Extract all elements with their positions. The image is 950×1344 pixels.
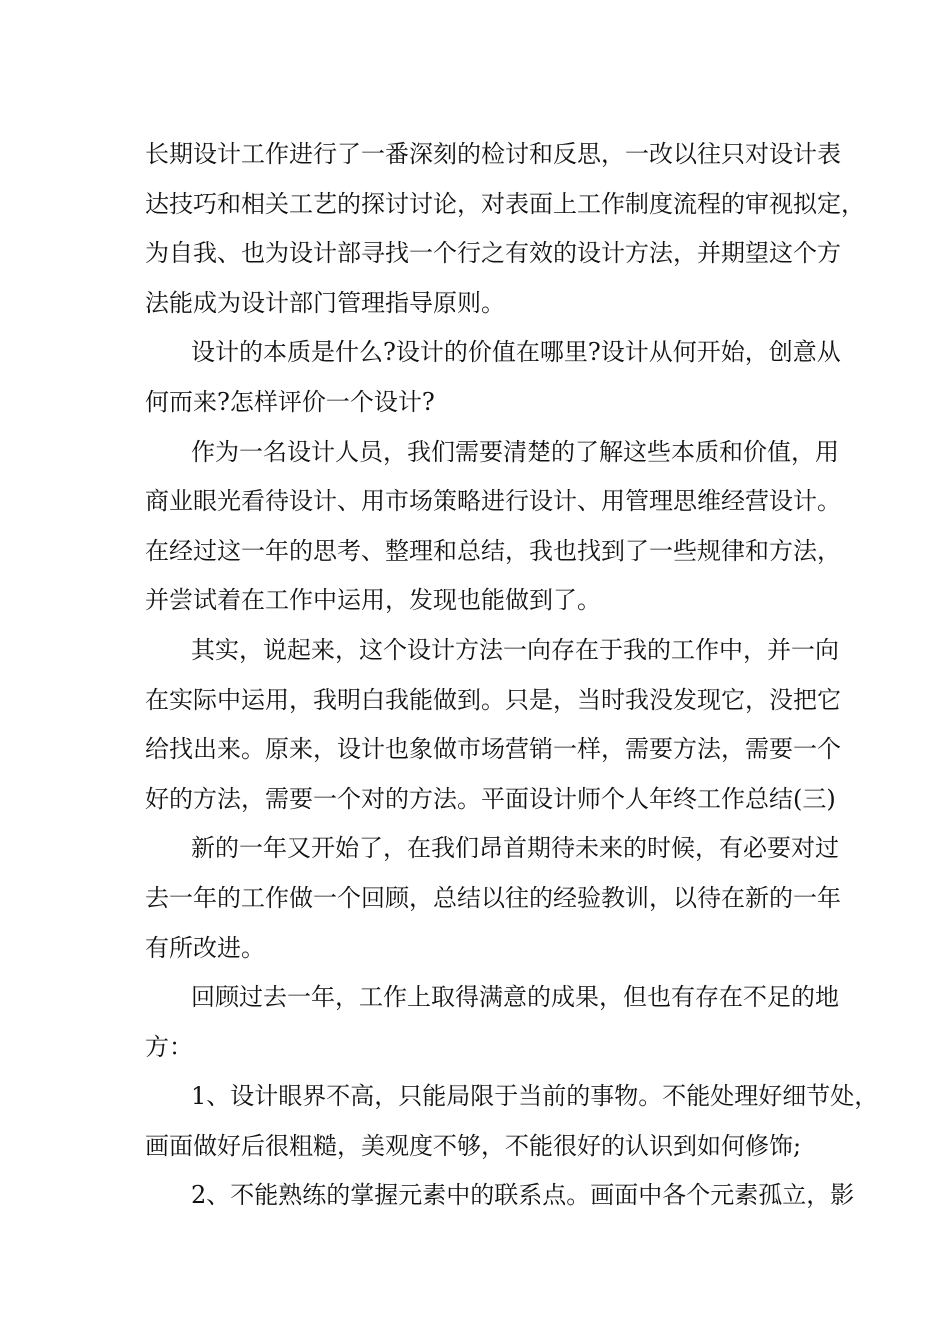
text-line: 作为一名设计人员，我们需要清楚的了解这些本质和价值，用 xyxy=(191,437,839,466)
text-line: 画面做好后很粗糙，美观度不够，不能很好的认识到如何修饰; xyxy=(145,1131,802,1160)
text-line: 在实际中运用，我明白我能做到。只是，当时我没发现它，没把它 xyxy=(145,685,841,714)
text-line: 长期设计工作进行了一番深刻的检讨和反思，一改以往只对设计表 xyxy=(145,140,841,168)
text-line: 有所改进。 xyxy=(145,933,265,962)
text-line: 2、不能熟练的掌握元素中的联系点。画面中各个元素孤立，影 xyxy=(191,1181,855,1210)
text-line: 回顾过去一年，工作上取得满意的成果，但也有存在不足的地 xyxy=(191,983,839,1012)
text-line: 好的方法，需要一个对的方法。平面设计师个人年终工作总结(三) xyxy=(145,784,836,813)
text-line: 法能成为设计部门管理指导原则。 xyxy=(145,288,505,317)
text-line: 设计的本质是什么?设计的价值在哪里?设计从何开始，创意从 xyxy=(191,338,841,367)
text-line: 商业眼光看待设计、用市场策略进行设计、用管理思维经营设计。 xyxy=(145,487,841,516)
text-line: 为自我、也为设计部寻找一个行之有效的设计方法，并期望这个方 xyxy=(145,239,841,268)
text-line: 新的一年又开始了，在我们昂首期待未来的时候，有必要对过 xyxy=(191,834,839,863)
text-line: 1、设计眼界不高，只能局限于当前的事物。不能处理好细节处， xyxy=(191,1082,879,1111)
text-line: 其实，说起来，这个设计方法一向存在于我的工作中，并一向 xyxy=(191,635,839,664)
text-line: 达技巧和相关工艺的探讨讨论，对表面上工作制度流程的审视拟定， xyxy=(145,189,865,218)
text-line: 何而来?怎样评价一个设计? xyxy=(145,387,435,416)
document-body xyxy=(145,130,879,1221)
text-line: 方： xyxy=(145,1032,193,1061)
text-line: 给找出来。原来，设计也象做市场营销一样，需要方法，需要一个 xyxy=(145,735,841,764)
text-line: 并尝试着在工作中运用，发现也能做到了。 xyxy=(145,586,601,615)
text-line: 去一年的工作做一个回顾，总结以往的经验教训，以待在新的一年 xyxy=(145,883,841,912)
text-line: 在经过这一年的思考、整理和总结，我也找到了一些规律和方法， xyxy=(145,536,841,565)
